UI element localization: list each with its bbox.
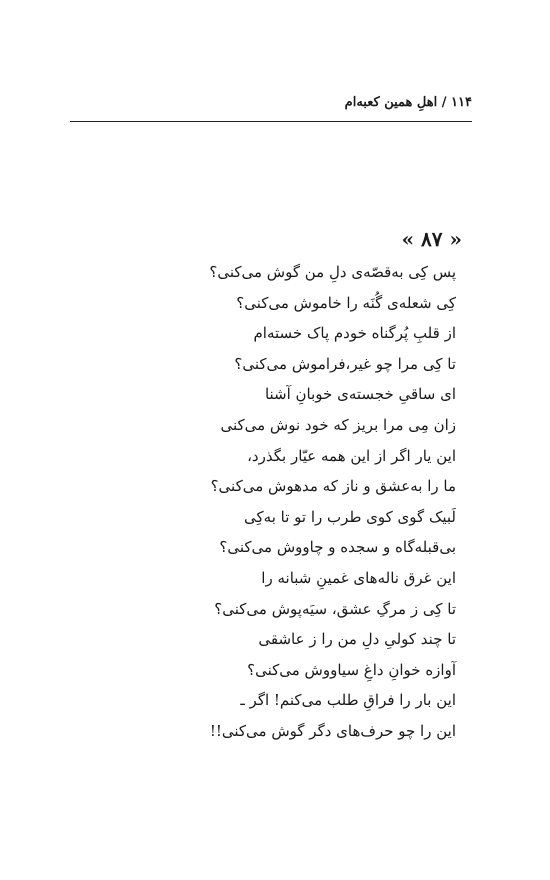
poem-number: « ۸۷ » [401, 227, 462, 251]
poem-line: تا کِی مرا چو غیر،فراموش می‌کنی؟ [234, 354, 456, 373]
poem-body [76, 257, 456, 747]
poem-line: از قلبِ پُرگناه خودم پاک خسته‌ام [253, 324, 456, 343]
header-rule [70, 121, 472, 122]
poem-line: بی‌قبله‌گاه و سجده و چاووش می‌کنی؟ [219, 538, 456, 557]
poem-line: این بار را فراقِ طلب می‌کنم! اگر ـ [240, 691, 456, 710]
running-header: ۱۱۴ / اهلِ همین کعبه‌ام [344, 95, 472, 110]
poem-line: آوازه خوانِ داغِ سیاووش می‌کنی؟ [247, 660, 456, 679]
poem-line: کِی شعله‌ی گُنَه را خاموش می‌کنی؟ [236, 293, 456, 312]
poem-line: ما را به‌عشق و ناز که مدهوش می‌کنی؟ [210, 477, 456, 496]
poem-line: تا چند کولیِ دلِ من را ز عاشقی [258, 630, 456, 649]
poem-line: زان مِی مرا بریز که خود نوش می‌کنی [220, 415, 456, 434]
poem-line: ای ساقیِ خجسته‌ی خوبانِ آشنا [264, 385, 456, 404]
poem-line: این غرق ناله‌های غمینِ شبانه را [261, 568, 456, 587]
poem-line: لَبیک گوی کوی طرب را تو تا به‌کِی [244, 507, 456, 526]
poem-line: تا کِی ز مرگِ عشق، سیَه‌پوش می‌کنی؟ [214, 599, 456, 618]
poem-line: پس کِی به‌قصّه‌ی دلِ من گوش می‌کنی؟ [209, 263, 456, 281]
poem-line: این را چو حرف‌های دگر گوش می‌کنی!! [209, 721, 456, 740]
poem-line: این یار اگر از این همه عیّار بگذرد، [247, 446, 456, 465]
